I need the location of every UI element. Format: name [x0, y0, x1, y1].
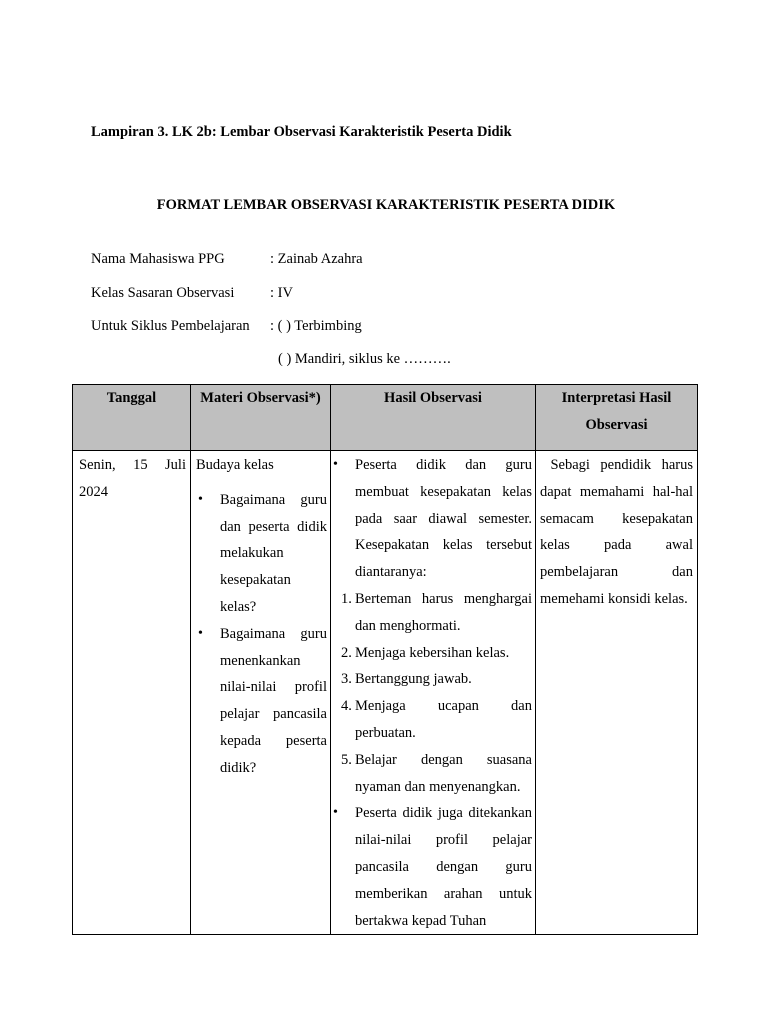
- list-item: • Peserta didik juga ditekankan nilai-nilai profil pelajar pancasila dengan guru memberikan arahan untuk bertakwa kepad Tuhan: [331, 800, 532, 934]
- list-item: 4. Menjaga ucapan dan perbuatan.: [341, 698, 532, 741]
- student-name-label: Nama Mahasiswa PPG: [91, 251, 225, 267]
- list-item: • Bagaimana guru menenkankan nilai-nilai profil pelajar pancasila kepada peserta didik?: [196, 621, 327, 782]
- list-item: 1. Berteman harus menghargai dan menghormati.: [341, 590, 532, 634]
- result-item-text: Menjaga ucapan dan perbuatan.: [355, 698, 532, 741]
- observation-table: [72, 384, 698, 935]
- appendix-title: Lampiran 3. LK 2b: Lembar Observasi Karakteristik Peserta Didik: [91, 124, 512, 140]
- list-item: • Peserta didik dan guru membuat kesepakatan kelas pada saar diawal semester. Kesepakatan kelas tersebut diantaranya:: [331, 452, 532, 586]
- list-item: 2. Menjaga kebersihan kelas.: [341, 644, 510, 661]
- table-header-row: [73, 385, 698, 451]
- table-row: [73, 451, 698, 935]
- cell-result: [331, 451, 536, 935]
- cell-interpretation: [536, 451, 698, 935]
- header-result: Hasil Observasi: [331, 385, 536, 451]
- cycle-label: Untuk Siklus Pembelajaran: [91, 318, 250, 334]
- result-item-text: Berteman harus menghargai dan menghormati.: [355, 590, 532, 634]
- material-title: Budaya kelas: [196, 457, 274, 473]
- class-value: : IV: [270, 285, 293, 301]
- result-item-text: Bertanggung jawab.: [355, 671, 472, 688]
- result-item-text: Menjaga kebersihan kelas.: [355, 644, 510, 661]
- header-interpretation: Interpretasi Hasil Observasi: [536, 385, 698, 451]
- date-line-1: Senin, 15 Juli: [79, 457, 186, 473]
- date-line-2: 2024: [79, 483, 108, 500]
- list-item: 5. Belajar dengan suasana nyaman dan menyenangkan.: [341, 751, 532, 795]
- student-name-value: : Zainab Azahra: [270, 251, 363, 267]
- cycle-option-guided: : ( ) Terbimbing: [270, 318, 362, 334]
- cell-date: [73, 451, 191, 935]
- list-item: • Bagaimana guru dan peserta didik melakukan kesepakatan kelas?: [196, 487, 327, 621]
- format-title: FORMAT LEMBAR OBSERVASI KARAKTERISTIK PESERTA DIDIK: [156, 197, 616, 213]
- header-material: Materi Observasi*): [191, 385, 331, 451]
- class-label: Kelas Sasaran Observasi: [91, 285, 235, 301]
- cycle-option-independent: ( ) Mandiri, siklus ke ……….: [278, 351, 451, 367]
- header-date: Tanggal: [73, 385, 191, 451]
- list-item: 3. Bertanggung jawab.: [341, 671, 472, 688]
- result-item-text: Belajar dengan suasana nyaman dan menyenangkan.: [355, 751, 532, 795]
- cell-material: [191, 451, 331, 935]
- interpretation-text: Sebagi pendidik harus dapat memahami hal-hal semacam kesepakatan kelas pada awal pembelajaran dan memehami konsidi kelas.: [540, 457, 697, 607]
